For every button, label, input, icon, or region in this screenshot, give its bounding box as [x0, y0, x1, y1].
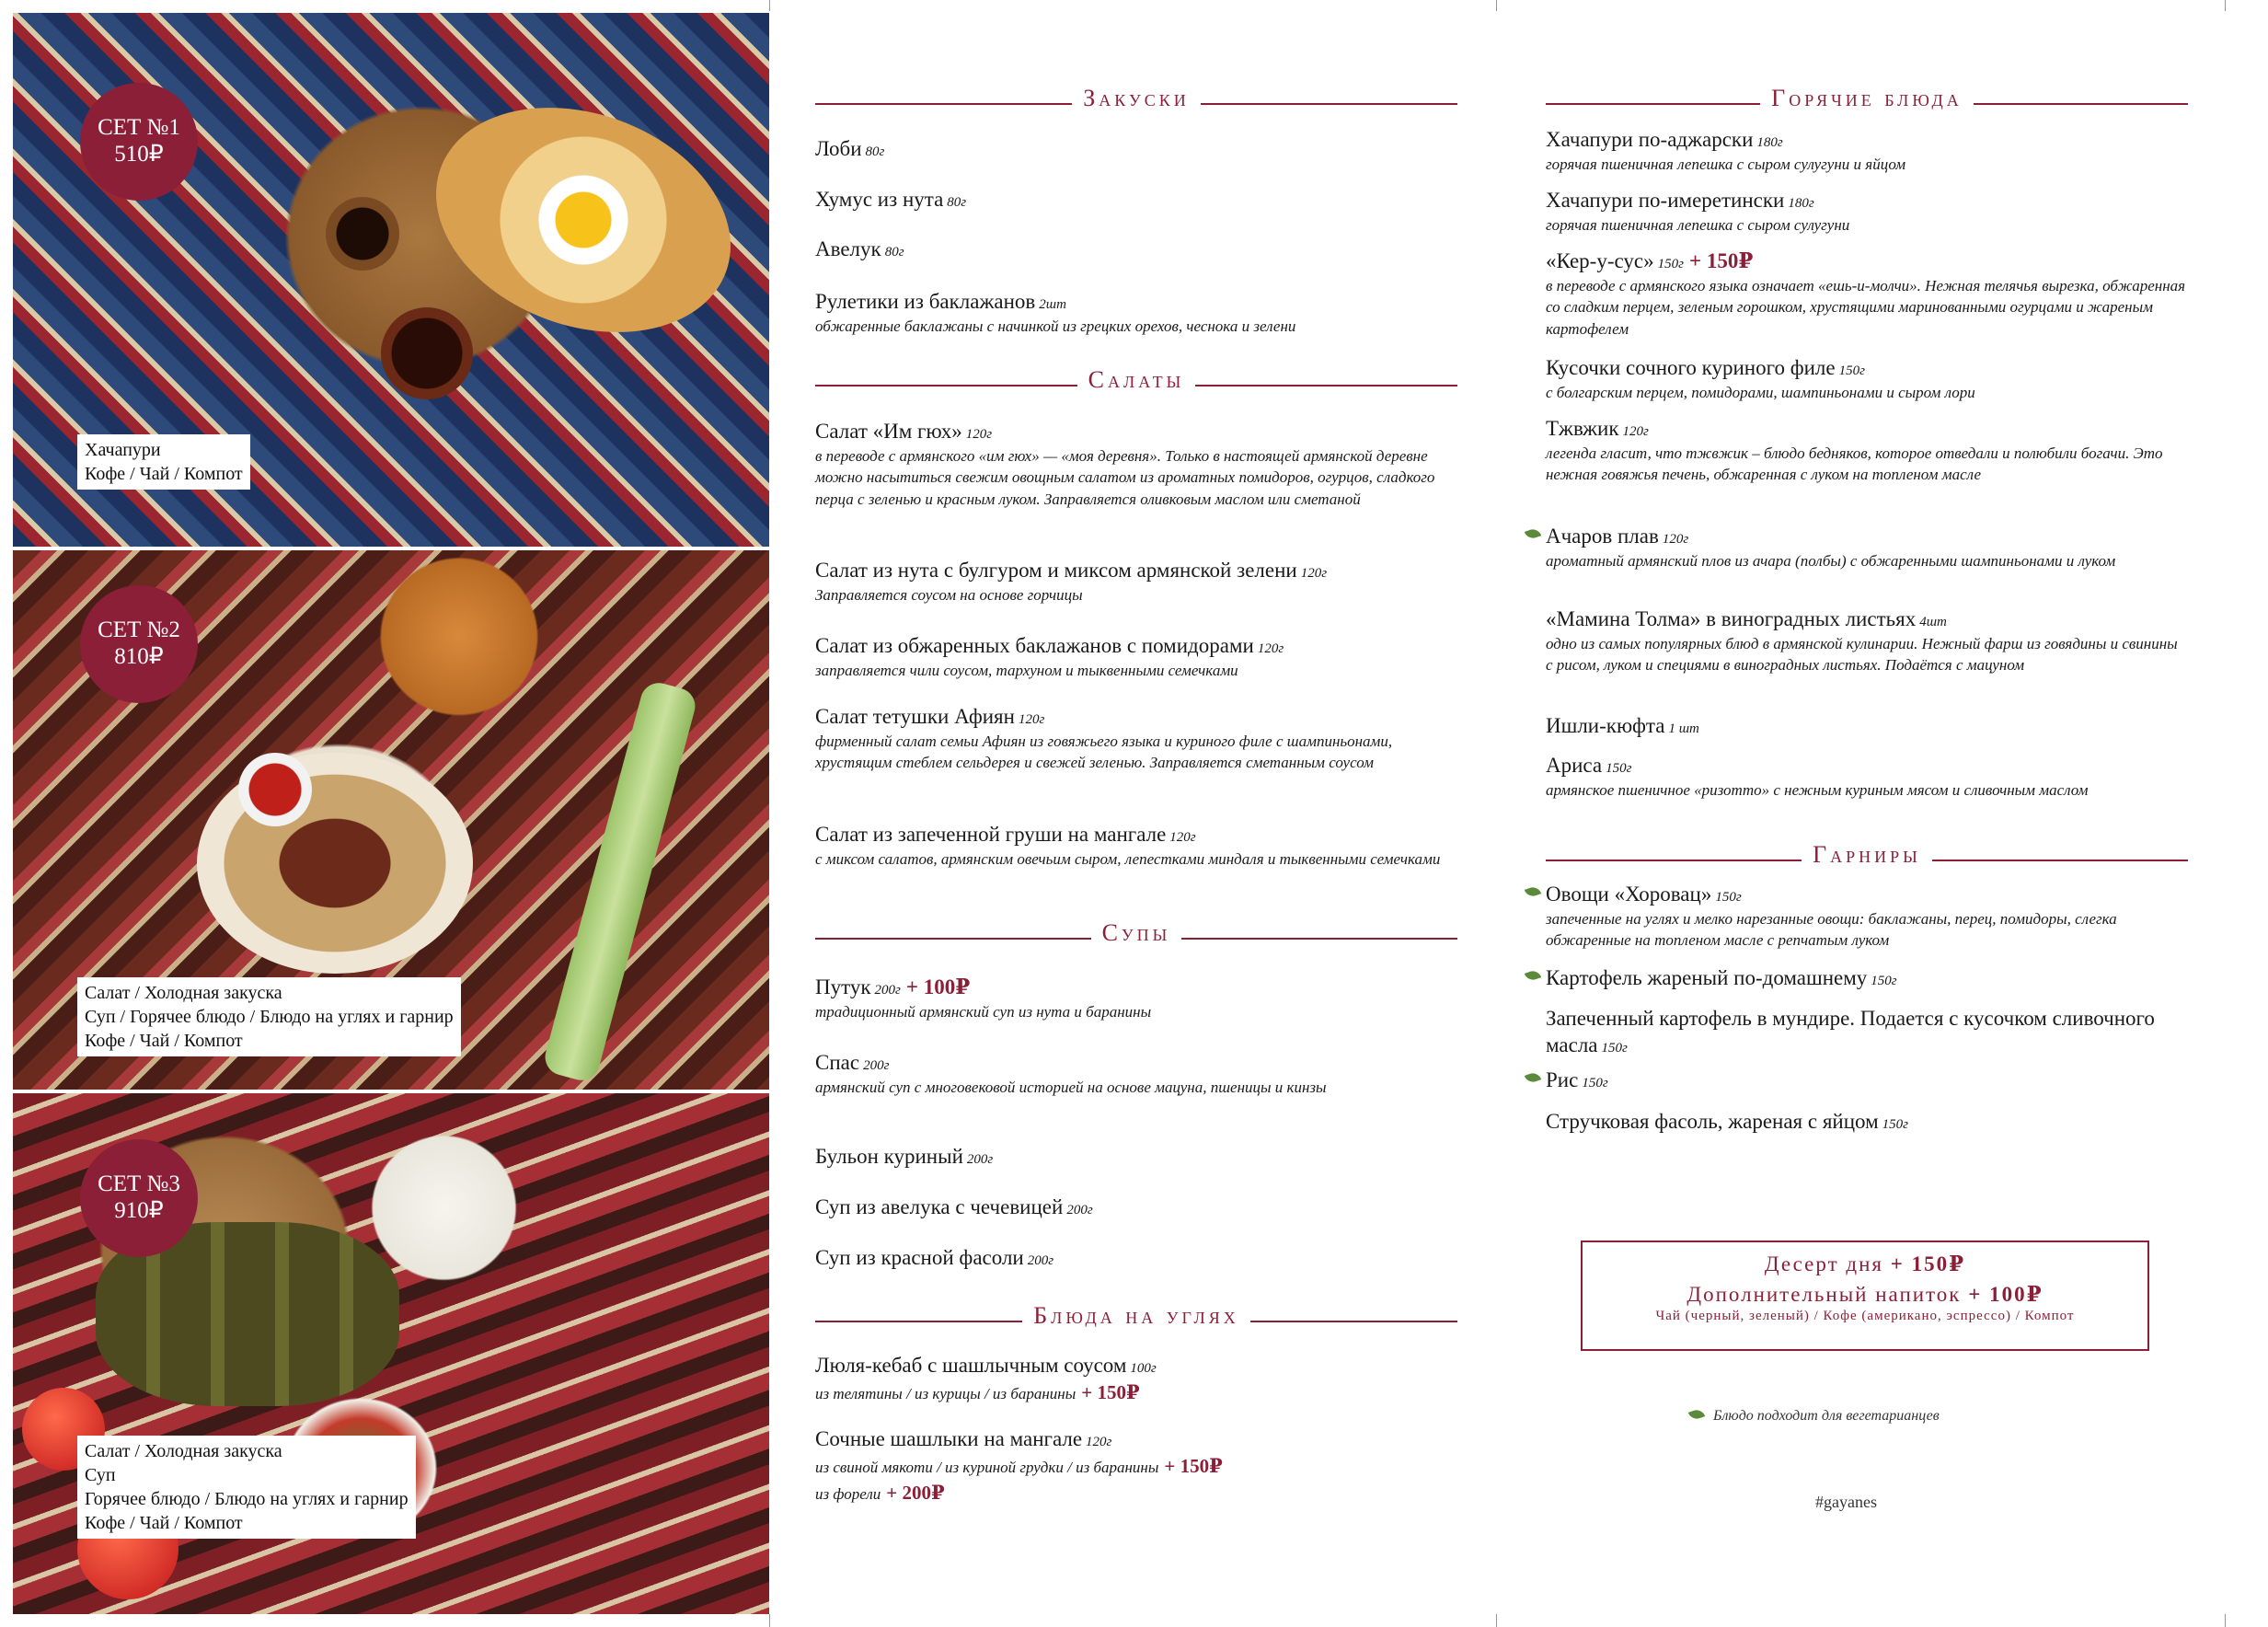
menu-item — [815, 1426, 1457, 1506]
sauce-bowl-image — [238, 753, 312, 826]
section-header-zakuski — [815, 85, 1457, 121]
item-description: армянское пшеничное «ризотто» с нежным куриным мясом и сливочным маслом — [1546, 780, 2089, 799]
item-options: из форели — [815, 1484, 881, 1503]
item-weight: 150г — [1657, 257, 1684, 271]
dessert-line — [1583, 1252, 2147, 1276]
vegetarian-leaf-icon — [1688, 1408, 1705, 1422]
vegetarian-leaf-icon — [1525, 969, 1541, 983]
item-price: + 150₽ — [1081, 1380, 1140, 1403]
set3-title: СЕТ №3 — [98, 1171, 180, 1197]
item-name: Суп из авелука с чечевицей — [815, 1195, 1064, 1218]
item-price: + 200₽ — [886, 1481, 945, 1504]
set-photos-column — [13, 13, 769, 1614]
menu-item — [1546, 965, 2188, 992]
drink-price: + 100₽ — [1968, 1283, 2044, 1306]
caption-line: Горячее блюдо / Блюдо на углях и гарнир — [85, 1489, 409, 1509]
item-price: + 100₽ — [905, 975, 971, 998]
menu-item — [815, 1353, 1457, 1406]
item-name: Картофель жареный по-домашнему — [1546, 966, 1868, 989]
item-description — [815, 1379, 1457, 1406]
item-weight: 150г — [1606, 761, 1632, 776]
menu-item — [1546, 882, 2188, 952]
menu-item — [1546, 188, 2188, 236]
item-name: Люля-кебаб с шашлычным соусом — [815, 1354, 1127, 1377]
item-name: «Мамина Толма» в виноградных листьях — [1546, 607, 1917, 630]
item-weight: 80г — [884, 245, 904, 260]
item-name: Салат из обжаренных баклажанов с помидорами — [815, 634, 1254, 657]
item-description: с миксом салатов, армянским овечьим сыром, лепестками миндаля и тыквенными семечками — [815, 849, 1441, 868]
set1-title: СЕТ №1 — [98, 115, 180, 141]
section-title: Закуски — [1072, 85, 1200, 111]
item-name: Сочные шашлыки на мангале — [815, 1427, 1083, 1450]
celery-image — [541, 679, 699, 1085]
item-description: горячая пшеничная лепешка с сыром сулугуни и яйцом — [1546, 155, 1906, 173]
item-weight: 120г — [1257, 641, 1284, 656]
section-header-salaty — [815, 366, 1457, 403]
item-name: Хачапури по-аджарски — [1546, 128, 1754, 151]
item-weight: 2шт — [1039, 297, 1066, 312]
menu-item — [1546, 1006, 2188, 1059]
item-name: Салат из запеченной груши на мангале — [815, 823, 1167, 846]
menu-item — [1546, 1067, 2188, 1094]
item-weight: 1 шт — [1668, 721, 1699, 736]
item-name: Тжвжик — [1546, 417, 1619, 440]
item-description: с болгарским перцем, помидорами, шампиньонами и сыром лори — [1546, 383, 1975, 401]
vegetarian-leaf-icon — [1525, 885, 1541, 899]
item-options: из телятины / из курицы / из баранины — [815, 1384, 1076, 1402]
item-name: Салат из нута с булгуром и миксом армянской зелени — [815, 559, 1297, 582]
caption-line: Суп — [85, 1465, 116, 1485]
item-description: легенда гласит, что тжвжик – блюдо бедняков, которое отведали и полюбили богачи. Это нежная говяжья печень, обжаренная с луком на топленом масле — [1546, 444, 2163, 484]
caption-line: Кофе / Чай / Компот — [85, 1031, 243, 1051]
menu-item — [1546, 606, 2188, 676]
item-price: + 150₽ — [1164, 1454, 1223, 1477]
legend-text: Блюдо подходит для вегетарианцев — [1713, 1408, 1940, 1424]
item-weight: 80г — [865, 144, 885, 159]
item-weight: 120г — [1622, 424, 1649, 439]
item-weight: 4шт — [1919, 615, 1947, 629]
item-name: Хачапури по-имеретински — [1546, 189, 1785, 212]
menu-item — [815, 136, 1457, 163]
section-header-garniry — [1546, 841, 2188, 878]
item-name: Салат «Им гюх» — [815, 420, 962, 443]
crop-mark — [769, 1614, 770, 1627]
menu-item — [815, 558, 1457, 606]
drink-line — [1583, 1282, 2147, 1307]
menu-item — [815, 187, 1457, 213]
menu-item — [1546, 127, 2188, 175]
item-name: Салат тетушки Афиян — [815, 705, 1015, 728]
item-weight: 200г — [1066, 1203, 1093, 1217]
set3-photo — [13, 1093, 769, 1614]
set2-caption — [77, 977, 461, 1056]
item-weight: 180г — [1756, 135, 1783, 150]
section-header-goryachie — [1546, 85, 2188, 121]
item-weight: 200г — [863, 1058, 890, 1073]
item-name: Кусочки сочного куриного филе — [1546, 356, 1836, 379]
set3-price-badge — [80, 1139, 198, 1257]
item-weight: 120г — [1086, 1435, 1112, 1449]
item-weight: 150г — [1882, 1117, 1909, 1132]
item-weight: 120г — [1169, 830, 1196, 845]
item-name: Ачаров плав — [1546, 525, 1659, 548]
crop-mark — [2225, 1614, 2226, 1627]
item-weight: 200г — [874, 983, 901, 998]
hashtag: #gayanes — [1815, 1493, 1877, 1511]
section-header-supy — [815, 919, 1457, 956]
item-name: «Кер-у-сус» — [1546, 249, 1654, 272]
item-weight: 200г — [966, 1152, 994, 1167]
menu-item — [1546, 355, 2188, 403]
vegetarian-legend — [1713, 1408, 1940, 1425]
item-name: Лоби — [815, 137, 862, 160]
crop-mark — [2225, 0, 2226, 11]
caption-line: Кофе / Чай / Компот — [85, 1513, 243, 1533]
menu-item — [1546, 1109, 2188, 1136]
item-description — [815, 1480, 1457, 1506]
menu-item — [815, 1050, 1457, 1098]
vegetarian-leaf-icon — [1525, 527, 1541, 541]
item-weight: 120г — [1018, 712, 1045, 727]
item-description: заправляется чили соусом, тархуном и тыквенными семечками — [815, 661, 1238, 679]
crop-mark — [769, 0, 770, 11]
menu-item — [1546, 753, 2188, 801]
item-name: Бульон куриный — [815, 1145, 963, 1168]
item-description: запеченные на углях и мелко нарезанные овощи: баклажаны, перец, помидоры, слегка обжаренные на топленом масле с репчатым луком — [1546, 909, 2117, 950]
menu-item — [1546, 248, 2188, 340]
item-description: в переводе с армянского языка означает «ешь-и-молчи». Нежная телячья вырезка, обжаренная со сладким перцем, зеленым горошком, хрустящими маринованными огурцами и жареным картофелем — [1546, 276, 2186, 338]
item-description: ароматный армянский плов из ачара (полбы) с обжаренными шампиньонами и луком — [1546, 551, 2116, 570]
extras-box — [1581, 1240, 2149, 1351]
caption-line: Кофе / Чай / Компот — [85, 464, 243, 484]
caption-line: Суп / Горячее блюдо / Блюдо на углях и гарнир — [85, 1007, 454, 1027]
item-name: Ишли-кюфта — [1546, 714, 1665, 737]
item-name: Хумус из нута — [815, 188, 944, 211]
menu-item — [815, 704, 1457, 774]
item-weight: 100г — [1130, 1361, 1157, 1376]
menu-item — [815, 419, 1457, 510]
item-weight: 150г — [1715, 890, 1742, 905]
item-name: Суп из красной фасоли — [815, 1246, 1024, 1269]
vegetarian-leaf-icon — [1525, 1071, 1541, 1085]
dessert-price: + 150₽ — [1890, 1252, 1966, 1275]
caption-line: Салат / Холодная закуска — [85, 1441, 282, 1461]
section-title: Блюда на углях — [1022, 1302, 1250, 1329]
coffee-cup-image — [381, 307, 473, 399]
item-name: Авелук — [815, 237, 881, 260]
section-title: Салаты — [1077, 366, 1196, 393]
item-description: традиционный армянский суп из нута и баранины — [815, 1002, 1152, 1021]
menu-item — [815, 975, 1457, 1022]
section-title: Супы — [1091, 919, 1182, 946]
item-description: одно из самых популярных блюд в армянской кулинарии. Нежный фарш из говядины и свинины с рисом, луком и специями в виноградных листьях. Подаётся с мацуном — [1546, 634, 2178, 675]
item-description: горячая пшеничная лепешка с сыром сулугуни — [1546, 215, 1850, 234]
item-name: Рулетики из баклажанов — [815, 290, 1036, 313]
dessert-label: Десерт дня — [1764, 1252, 1883, 1275]
menu-item — [1546, 713, 2188, 740]
item-price: + 150₽ — [1688, 249, 1754, 272]
set2-title: СЕТ №2 — [98, 617, 180, 643]
item-name: Стручковая фасоль, жареная с яйцом — [1546, 1110, 1879, 1133]
section-title: Горячие блюда — [1760, 85, 1974, 111]
item-description: армянский суп с многовековой историей на основе мацуна, пшеницы и кинзы — [815, 1078, 1327, 1096]
item-name: Спас — [815, 1051, 860, 1074]
item-name: Запеченный картофель в мундире. Подается с кусочком сливочного масла — [1546, 1007, 2155, 1056]
item-description: Заправляется соусом на основе горчицы — [815, 585, 1083, 604]
set1-caption — [77, 434, 250, 490]
menu-item — [815, 289, 1457, 337]
item-weight: 120г — [965, 427, 993, 442]
set1-price: 510₽ — [114, 142, 164, 167]
drink-options: Чай (черный, зеленый) / Кофе (американо, эспрессо) / Компот — [1655, 1309, 2075, 1323]
item-weight: 80г — [947, 195, 967, 210]
set3-caption — [77, 1436, 416, 1539]
item-name: Путук — [815, 975, 871, 998]
set1-price-badge — [80, 83, 198, 201]
item-weight: 150г — [1871, 974, 1897, 988]
section-header-ugli — [815, 1302, 1457, 1339]
item-weight: 150г — [1582, 1076, 1608, 1090]
set1-photo — [13, 13, 769, 547]
item-description: фирменный салат семьи Афиян из говяжьего языка и куриного филе с шампиньонами, хрустящим стеблем сельдерея и свежей зеленью. Заправляется сметанным соусом — [815, 732, 1393, 772]
set3-price: 910₽ — [114, 1198, 164, 1223]
item-weight: 150г — [1838, 363, 1865, 378]
crop-mark — [1496, 0, 1497, 11]
item-name: Рис — [1546, 1068, 1579, 1091]
set2-price-badge — [80, 585, 198, 703]
menu-item — [815, 1144, 1457, 1171]
set2-photo — [13, 550, 769, 1090]
crop-mark — [1496, 1614, 1497, 1627]
menu-item — [1546, 416, 2188, 486]
menu-item — [815, 1194, 1457, 1221]
coffee-pot-image — [326, 197, 399, 271]
item-weight: 150г — [1601, 1040, 1628, 1056]
menu-item — [815, 1245, 1457, 1272]
item-description: обжаренные баклажаны с начинкой из грецких орехов, чеснока и зелени — [815, 317, 1296, 335]
item-name: Ариса — [1546, 754, 1603, 777]
caption-line: Хачапури — [85, 440, 161, 460]
menu-item — [815, 237, 1457, 263]
caption-line: Салат / Холодная закуска — [85, 983, 282, 1003]
menu-item — [815, 822, 1457, 870]
item-weight: 120г — [1300, 566, 1328, 581]
item-description — [815, 1453, 1457, 1480]
drink-label: Дополнительный напиток — [1687, 1283, 1962, 1306]
item-weight: 120г — [1662, 532, 1689, 547]
item-weight: 200г — [1027, 1253, 1054, 1268]
section-title: Гарниры — [1802, 841, 1932, 868]
item-name: Овощи «Хоровац» — [1546, 883, 1712, 906]
item-options: из свиной мякоти / из куриной грудки / из баранины — [815, 1458, 1159, 1476]
item-description: в переводе с армянского «им гюх» — «моя деревня». Только в настоящей армянской деревне можно насытиться свежим овощным салатом из ароматных помидоров, огурцов, сладкого перца с зеленью и красным луком. Заправляется оливковым маслом или сметаной — [815, 446, 1435, 508]
set2-price: 810₽ — [114, 644, 164, 669]
item-weight: 180г — [1788, 196, 1814, 211]
menu-item — [1546, 524, 2188, 571]
menu-item — [815, 633, 1457, 681]
